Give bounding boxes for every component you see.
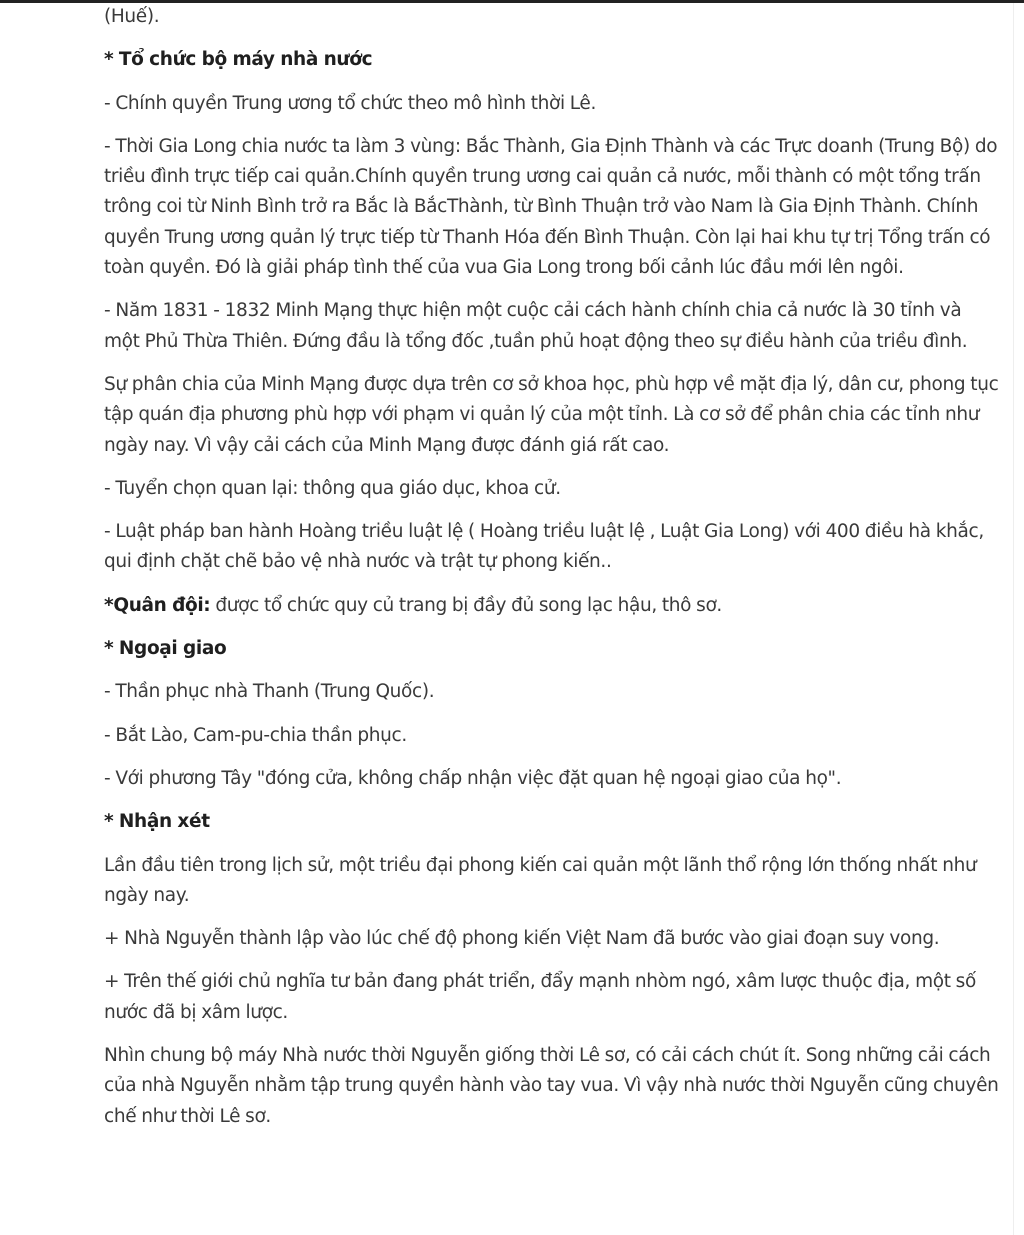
- paragraph-lao-campuchia: - Bắt Lào, Cam-pu-chia thần phục.: [104, 724, 407, 746]
- paragraph-minh-mang-reform: - Năm 1831 - 1832 Minh Mạng thực hiện một cuộc cải cách hành chính chia cả nước là 30 tỉnh và một Phủ Thừa Thiên. Đứng đầu là tổng đốc ,tuần phủ hoạt động theo sự điều hành của triều đình.: [104, 300, 968, 352]
- heading-ngoai-giao: * Ngoại giao: [104, 638, 227, 660]
- paragraph-quan-doi: [104, 591, 1000, 621]
- paragraph-lan-dau: Lần đầu tiên trong lịch sử, một triều đại phong kiến cai quản một lãnh thổ rộng lớn thống nhất như ngày nay.: [104, 854, 977, 906]
- heading-to-chuc-bo-may: * Tổ chức bộ máy nhà nước: [104, 49, 373, 71]
- quan-doi-text: được tổ chức quy củ trang bị đầy đủ song lạc hậu, thô sơ.: [210, 594, 722, 616]
- heading-nhan-xet: * Nhận xét: [104, 811, 210, 833]
- quan-doi-label: *Quân đội:: [104, 594, 211, 616]
- paragraph-gia-long: - Thời Gia Long chia nước ta làm 3 vùng: Bắc Thành, Gia Định Thành và các Trực doanh (Trung Bộ) do triều đình trực tiếp cai quản.Chính quyền trung ương cai quản cả nước, mỗi thành có một tổng trấn trông coi từ Ninh Bình trở ra Bắc là BắcThành, từ Bình Thuận trở vào Nam là Gia Định Thành. Chính quyền Trung ương quản lý trực tiếp từ Thanh Hóa đến Bình Thuận. Còn lại hai khu tự trị Tổng trấn có toàn quyền. Đó là giải pháp tình thế của vua Gia Long trong bối cảnh lúc đầu mới lên ngôi.: [104, 135, 998, 279]
- paragraph-chinh-quyen: - Chính quyền Trung ương tổ chức theo mô hình thời Lê.: [104, 92, 596, 114]
- paragraph-nhin-chung: Nhìn chung bộ máy Nhà nước thời Nguyễn giống thời Lê sơ, có cải cách chút ít. Song những cải cách của nhà Nguyễn nhằm tập trung quyền hành vào tay vua. Vì vậy nhà nước thời Nguyễn cũng chuyên chế như thời Lê sơ.: [104, 1045, 999, 1127]
- paragraph-hue: (Huế).: [104, 6, 160, 27]
- paragraph-luat-phap: - Luật pháp ban hành Hoàng triều luật lệ ( Hoàng triều luật lệ , Luật Gia Long) với 400 điều hà khắc, qui định chặt chẽ bảo vệ nhà nước và trật tự phong kiến..: [104, 521, 984, 573]
- paragraph-phuong-tay: - Với phương Tây "đóng cửa, không chấp nhận việc đặt quan hệ ngoại giao của họ".: [104, 767, 842, 789]
- right-divider: [1013, 3, 1014, 1235]
- paragraph-suy-vong: + Nhà Nguyễn thành lập vào lúc chế độ phong kiến Việt Nam đã bước vào giai đoạn suy vong.: [104, 928, 940, 950]
- paragraph-tuyen-chon: - Tuyển chọn quan lại: thông qua giáo dục, khoa cử.: [104, 477, 561, 499]
- paragraph-nha-thanh: - Thần phục nhà Thanh (Trung Quốc).: [104, 681, 435, 703]
- article-body: [104, 2, 1000, 1145]
- paragraph-tu-ban: + Trên thế giới chủ nghĩa tư bản đang phát triển, đẩy mạnh nhòm ngó, xâm lược thuộc địa, một số nước đã bị xâm lược.: [104, 971, 976, 1023]
- paragraph-minh-mang-assessment: Sự phân chia của Minh Mạng được dựa trên cơ sở khoa học, phù hợp về mặt địa lý, dân cư, phong tục tập quán địa phương phù hợp với phạm vi quản lý của một tỉnh. Là cơ sở để phân chia các tỉnh như ngày nay. Vì vậy cải cách của Minh Mạng được đánh giá rất cao.: [104, 373, 999, 456]
